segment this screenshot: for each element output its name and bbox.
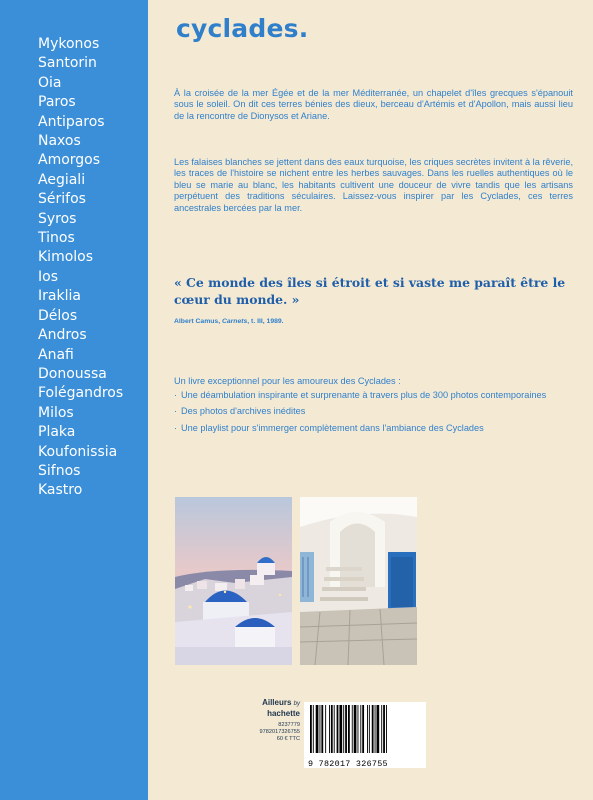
barcode-bar [313, 705, 314, 753]
barcode-bar [348, 705, 350, 753]
barcode [304, 702, 426, 768]
publisher-logo [248, 698, 300, 718]
island-list-item: Naxos [38, 133, 81, 150]
barcode-bar [320, 705, 321, 753]
island-list-item: Iraklia [38, 288, 81, 305]
camus-quote: « Ce monde des îles si étroit et si vaste me paraît être le cœur du monde. » [174, 275, 566, 307]
barcode-bar [367, 705, 368, 753]
feature-intro: Un livre exceptionnel pour les amoureux des Cyclades : [174, 376, 401, 386]
quote-attribution [174, 318, 284, 325]
price: 60 € TTC [276, 736, 300, 742]
product-code: 8237779 [278, 722, 300, 728]
island-list-item: Donoussa [38, 365, 107, 382]
barcode-bar [334, 705, 335, 753]
publisher-block [248, 698, 300, 743]
island-list-item: Milos [38, 404, 74, 421]
island-list-item: Aegiali [38, 171, 86, 188]
island-list-item: Santorin [38, 55, 97, 72]
island-list-item: Sifnos [38, 462, 81, 479]
island-list-item: Tinos [38, 230, 75, 247]
island-list-item: Folégandros [38, 385, 124, 402]
barcode-bar [329, 705, 330, 753]
back-cover-panel [148, 0, 593, 800]
barcode-bar [316, 705, 319, 753]
isbn-code: 9782017326755 [259, 729, 300, 735]
barcode-bar [369, 705, 370, 753]
island-list-item: Anafi [38, 346, 74, 363]
feature-list [174, 390, 574, 439]
barcode-bar [375, 705, 376, 753]
island-list-item: Délos [38, 307, 78, 324]
island-list-item: Paros [38, 94, 76, 111]
barcode-bar [352, 705, 353, 753]
publisher-name-by: by [293, 701, 300, 707]
book-title: cyclades. [176, 14, 309, 43]
island-list-item: Ios [38, 268, 58, 285]
barcode-bar [377, 705, 380, 753]
description-paragraph-2: Les falaises blanches se jettent dans des eaux turquoise, les criques secrètes invitent à la rêverie, les traces de l'histoire se nichent entre les herbes sauvages. Dans les ruelles authentiques où le bleu se marie au blanc, les habitants cultivent une douceur de vivre tandis que les artisans perpétuent des traditions séculaires. Laissez-vous inspirer par les Cyclades, ces terres ancestrales bercées par la mer. [174, 157, 573, 213]
barcode-bar [331, 705, 333, 753]
barcode-bar [345, 705, 347, 753]
island-list [38, 35, 123, 501]
barcode-digits: 9 782017 326755 [308, 759, 388, 769]
island-list-item: Plaka [38, 424, 76, 441]
island-list-item: Sérifos [38, 191, 86, 208]
barcode-bar [372, 705, 374, 753]
barcode-bar [386, 705, 387, 753]
island-list-item: Koufonissia [38, 443, 118, 460]
island-list-item: Andros [38, 327, 87, 344]
publisher-name-top: Ailleurs [262, 698, 292, 707]
feature-item: · Une déambulation inspirante et surprenante à travers plus de 300 photos contemporaines [174, 390, 574, 401]
feature-item: · Des photos d'archives inédites [174, 406, 574, 417]
photo-oia-sunset [175, 497, 292, 665]
barcode-bars [308, 705, 422, 753]
barcode-bar [310, 705, 312, 753]
barcode-bar [321, 705, 323, 753]
barcode-bar [362, 705, 364, 753]
barcode-bar [337, 705, 339, 753]
island-list-item: Amorgos [38, 152, 101, 169]
island-list-item: Antiparos [38, 113, 105, 130]
barcode-bar [381, 705, 382, 753]
quote-book: Carnets [221, 318, 248, 325]
barcode-bar [343, 705, 344, 753]
barcode-bar [354, 705, 357, 753]
island-list-item: Syros [38, 210, 77, 227]
island-list-item: Oia [38, 74, 62, 91]
island-list-item: Kimolos [38, 249, 94, 266]
description-paragraph-1: À la croisée de la mer Égée et de la mer Méditerranée, un chapelet d'îles grecques s'épanouit sous le soleil. On dit ces terres bénies des dieux, berceau d'Artémis et d'Apollon, mais aussi lieu de la rencontre de Dionysos et Ariane. [174, 88, 573, 121]
barcode-bar [325, 705, 326, 753]
island-list-item: Kastro [38, 482, 83, 499]
barcode-bar [383, 705, 385, 753]
island-list-item: Mykonos [38, 36, 100, 52]
publisher-codes [248, 722, 300, 743]
quote-ref: , t. III, 1989. [247, 318, 284, 325]
feature-item: · Une playlist pour s'immerger complètement dans l'ambiance des Cyclades [174, 423, 574, 434]
barcode-bar [360, 705, 361, 753]
quote-author: Albert Camus, [174, 318, 221, 325]
barcode-bar [339, 705, 342, 753]
photo-blue-door-alley [300, 497, 417, 665]
barcode-bar [358, 705, 359, 753]
publisher-name-bottom: hachette [267, 709, 300, 718]
